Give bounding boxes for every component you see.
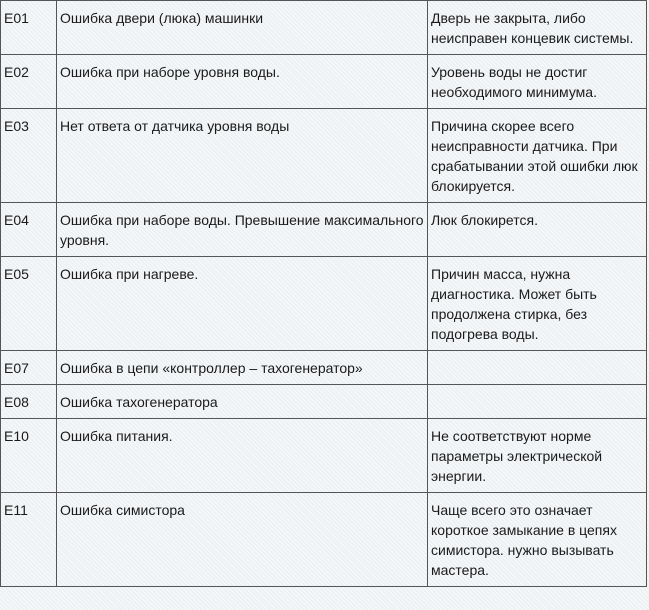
error-code-cell: E01 bbox=[1, 1, 57, 55]
error-description-cell: Дверь не закрыта, либо неисправен концевик системы. bbox=[428, 1, 647, 55]
error-name-cell: Ошибка симистора bbox=[57, 493, 428, 587]
error-code-cell: E07 bbox=[1, 351, 57, 385]
table-row bbox=[1, 55, 647, 109]
error-code-cell: E05 bbox=[1, 257, 57, 351]
error-name-cell: Ошибка питания. bbox=[57, 419, 428, 493]
error-description-cell: Не соответствуют норме параметры электрической энергии. bbox=[428, 419, 647, 493]
table-row bbox=[1, 203, 647, 257]
error-description-cell: Причин масса, нужна диагностика. Может быть продолжена стирка, без подогрева воды. bbox=[428, 257, 647, 351]
error-description-cell bbox=[428, 385, 647, 419]
table-row bbox=[1, 419, 647, 493]
error-name-cell: Ошибка при наборе воды. Превышение максимального уровня. bbox=[57, 203, 428, 257]
error-code-cell: E03 bbox=[1, 109, 57, 203]
error-description-cell: Чаще всего это означает короткое замыкание в цепях симистора. нужно вызывать мастера. bbox=[428, 493, 647, 587]
error-description-cell: Причина скорее всего неисправности датчика. При срабатывании этой ошибки люк блокируется. bbox=[428, 109, 647, 203]
table-row bbox=[1, 257, 647, 351]
table-row bbox=[1, 385, 647, 419]
error-name-cell: Ошибка в цепи «контроллер – тахогенератор» bbox=[57, 351, 428, 385]
error-code-cell: E10 bbox=[1, 419, 57, 493]
error-name-cell: Ошибка тахогенератора bbox=[57, 385, 428, 419]
error-code-cell: E04 bbox=[1, 203, 57, 257]
error-code-cell: E11 bbox=[1, 493, 57, 587]
table-row bbox=[1, 351, 647, 385]
error-code-cell: E08 bbox=[1, 385, 57, 419]
error-description-cell: Уровень воды не достиг необходимого минимума. bbox=[428, 55, 647, 109]
table-row bbox=[1, 1, 647, 55]
error-name-cell: Ошибка двери (люка) машинки bbox=[57, 1, 428, 55]
error-name-cell: Ошибка при нагреве. bbox=[57, 257, 428, 351]
error-code-cell: E02 bbox=[1, 55, 57, 109]
error-name-cell: Нет ответа от датчика уровня воды bbox=[57, 109, 428, 203]
table-row bbox=[1, 493, 647, 587]
error-name-cell: Ошибка при наборе уровня воды. bbox=[57, 55, 428, 109]
error-description-cell bbox=[428, 351, 647, 385]
error-description-cell: Люк блокирется. bbox=[428, 203, 647, 257]
table-row bbox=[1, 109, 647, 203]
